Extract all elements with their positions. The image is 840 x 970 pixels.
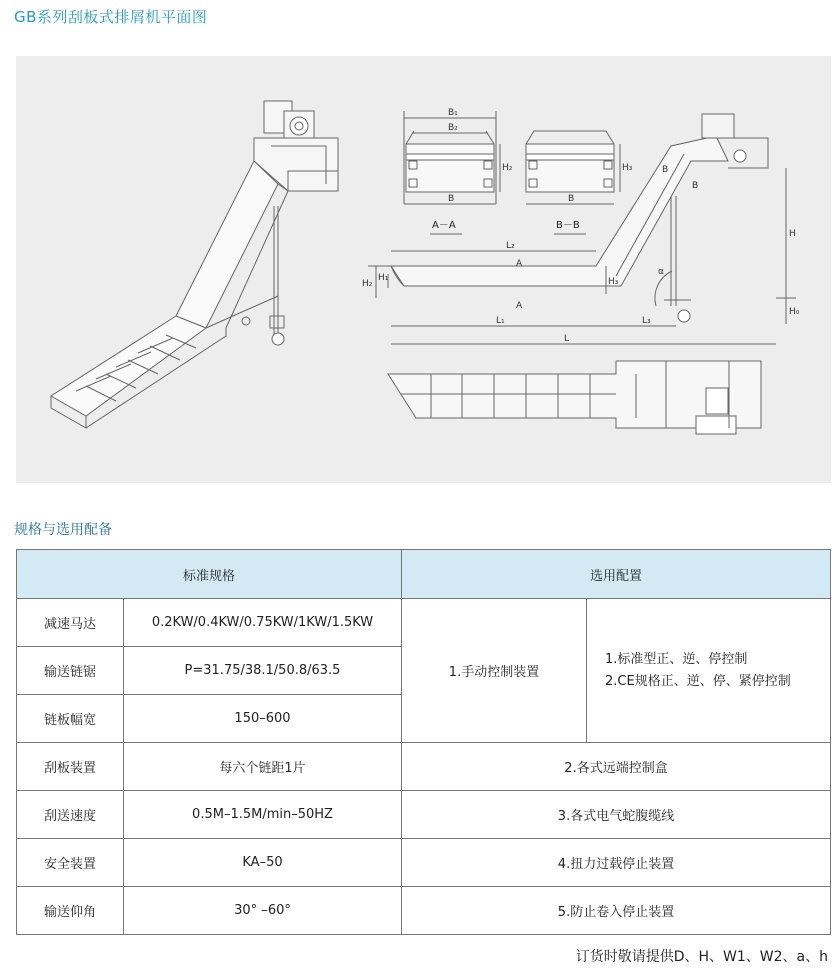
label-l: L [564,334,570,344]
opt-4: 4.扭力过载停止装置 [402,839,831,887]
table-header-row [17,550,831,599]
header-optional: 选用配置 [402,550,831,599]
page-title: GB系列刮板式排屑机平面图 [14,8,208,26]
row-name: 刮送速度 [17,791,124,839]
opt-3: 3.各式电气蛇腹缆线 [402,791,831,839]
footer-note: 订货时敬请提供D、H、W1、W2、a、h [575,949,828,965]
table-row [17,599,831,647]
opt-control-list [587,599,831,743]
label-sec-a2: A [516,301,523,311]
isometric-view [51,101,338,428]
row-name: 安全装置 [17,839,124,887]
label-h3: H₃ [608,277,619,287]
label-sec-b2: B [692,181,699,191]
row-name: 链板幅宽 [17,695,124,743]
label-l3: L₃ [642,316,651,326]
technical-drawing [16,56,831,483]
label-h2-aa: H₂ [502,163,513,173]
label-l2: L₂ [506,241,515,251]
label-h1: H₁ [378,273,389,283]
opt-control-1: 1.标准型正、逆、停控制 [605,651,748,667]
label-b1: B₁ [448,108,458,118]
row-value: P=31.75/38.1/50.8/63.5 [124,647,402,695]
row-name: 减速马达 [17,599,124,647]
table-row [17,839,831,887]
section-title: 规格与选用配备 [14,522,112,538]
opt-control-2: 2.CE规格正、逆、停、紧停控制 [605,673,791,689]
row-value: 150–600 [124,695,402,743]
label-h: H [789,229,796,239]
opt-2: 2.各式远端控制盒 [402,743,831,791]
section-bb [526,131,620,234]
row-value: 30° –60° [124,887,402,935]
label-aa: A－A [432,220,456,231]
row-name: 刮板装置 [17,743,124,791]
row-value: 每六个链距1片 [124,743,402,791]
table-row [17,791,831,839]
label-h0: H₀ [789,307,800,317]
label-h2: H₂ [362,279,373,289]
label-sec-a1: A [516,259,523,269]
drawing-svg [16,56,831,483]
plan-view [388,361,761,434]
label-alpha: α [658,267,664,277]
row-name: 输送仰角 [17,887,124,935]
label-l1: L₁ [496,316,505,326]
header-standard: 标准规格 [17,550,402,599]
label-sec-b1: B [662,165,669,175]
row-value: 0.2KW/0.4KW/0.75KW/1KW/1.5KW [124,599,402,647]
row-value: 0.5M–1.5M/min–50HZ [124,791,402,839]
table-row [17,887,831,935]
label-b-aa: B [448,194,455,204]
row-name: 输送链锯 [17,647,124,695]
label-b2: B₂ [448,123,458,133]
row-value: KA–50 [124,839,402,887]
opt-5: 5.防止卷入停止装置 [402,887,831,935]
table-row [17,743,831,791]
label-b-bb: B [568,194,575,204]
spec-table [16,549,831,935]
label-bb: B－B [556,220,580,231]
opt-manual: 1.手动控制装置 [402,599,587,743]
label-h3-bb: H₃ [622,163,633,173]
